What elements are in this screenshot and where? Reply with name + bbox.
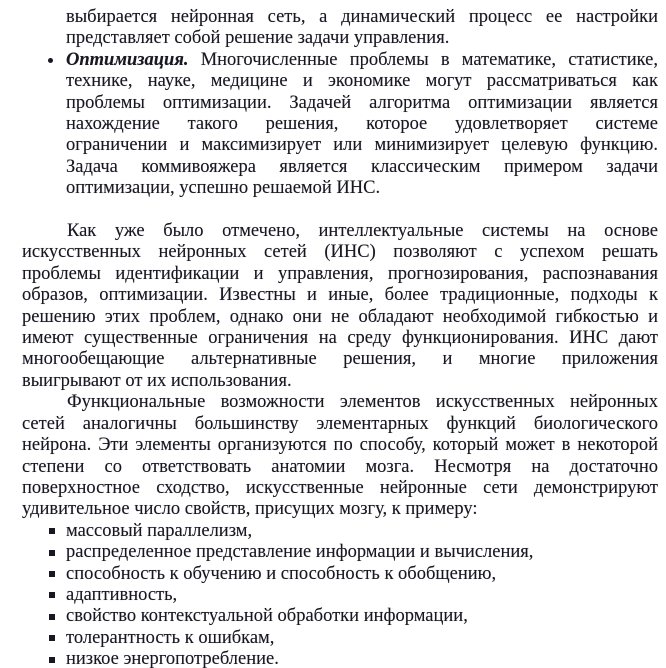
text-line: нейрона. Эти элементы организуются по способу, который может в некоторой bbox=[22, 435, 658, 456]
text-line: массовый параллелизм, bbox=[66, 520, 253, 541]
text-line: удивительное число свойств, присущих мозгу, к примеру: bbox=[22, 499, 478, 520]
paragraph-ins bbox=[22, 221, 658, 392]
list-item-continuation bbox=[22, 7, 658, 50]
square-bullet-icon bbox=[49, 571, 55, 577]
square-bullet-icon bbox=[49, 550, 55, 556]
text-line: сетей аналогичны большинству элементарных функций биологического bbox=[22, 413, 658, 434]
text-line: способность к обучению и способность к обобщению, bbox=[66, 563, 497, 584]
text-line bbox=[66, 50, 658, 71]
text-line: Задача коммивояжера является классическим примером задачи bbox=[66, 156, 658, 177]
text-line: проблемы оптимизации. Задачей алгоритма оптимизации является bbox=[66, 92, 658, 113]
list-item bbox=[22, 649, 658, 668]
text-line: представляет собой решение задачи управления. bbox=[66, 28, 450, 49]
text-line: адаптивность, bbox=[66, 584, 178, 605]
properties-list bbox=[22, 521, 658, 668]
text-line: Функциональные возможности элементов искусственных нейронных bbox=[67, 392, 658, 413]
text-line: свойство контекстуальной обработки информации, bbox=[66, 606, 468, 627]
text-line: искусственных нейронных сетей (ИНС) позволяют с успехом решать bbox=[22, 242, 658, 263]
text-line: выбирается нейронная сеть, а динамический процесс ее настройки bbox=[66, 7, 658, 27]
text-line: Как уже было отмечено, интеллектуальные системы на основе bbox=[67, 221, 658, 242]
text-line: решению этих проблем, однако они не обладают необходимой гибкостью и bbox=[22, 306, 658, 327]
square-bullet-icon bbox=[49, 657, 55, 663]
item-lead-term: Оптимизация. bbox=[66, 49, 189, 70]
text-line: поверхностное сходство, искусственные нейронные сети демонстрируют bbox=[22, 477, 658, 498]
text-line: имеют существенные ограничения на среду функционирования. ИНС дают bbox=[22, 328, 658, 349]
round-bullet-icon bbox=[48, 58, 53, 63]
list-item bbox=[22, 606, 658, 627]
list-item bbox=[22, 542, 658, 563]
square-bullet-icon bbox=[49, 528, 55, 534]
square-bullet-icon bbox=[49, 592, 55, 598]
text-line: образов, оптимизации. Известны и иные, более традиционные, подходы к bbox=[22, 285, 658, 306]
text-line: ограничении и максимизирует или минимизирует целевую функцию. bbox=[66, 135, 658, 156]
text-line: выигрывают от их использования. bbox=[22, 370, 292, 391]
text-run: Многочисленные проблемы в математике, статистике, bbox=[200, 49, 659, 70]
text-line: нахождение такого решения, которое удовлетворяет системе bbox=[66, 114, 658, 135]
text-line: многообещающие альтернативные решения, и многие приложения bbox=[22, 349, 658, 370]
list-item bbox=[22, 564, 658, 585]
text-line: технике, науке, медицине и экономике могут рассматриваться как bbox=[66, 71, 658, 92]
text-line: оптимизации, успешно решаемой ИНС. bbox=[66, 178, 381, 199]
text-line: низкое энергопотребление. bbox=[66, 649, 279, 668]
list-item bbox=[22, 585, 658, 606]
list-item bbox=[22, 521, 658, 542]
blank-line bbox=[22, 200, 658, 221]
paragraph-functional bbox=[22, 392, 658, 520]
list-item-optimization bbox=[22, 50, 658, 200]
text-line: распределенное представление информации и вычисления, bbox=[66, 542, 534, 563]
text-line: степени со ответствовать анатомии мозга. Несмотря на достаточно bbox=[22, 456, 658, 477]
text-line: проблемы идентификации и управления, прогнозирования, распознавания bbox=[22, 263, 658, 284]
square-bullet-icon bbox=[49, 614, 55, 620]
text-line: толерантность к ошибкам, bbox=[66, 627, 275, 648]
square-bullet-icon bbox=[49, 635, 55, 641]
list-item bbox=[22, 628, 658, 649]
